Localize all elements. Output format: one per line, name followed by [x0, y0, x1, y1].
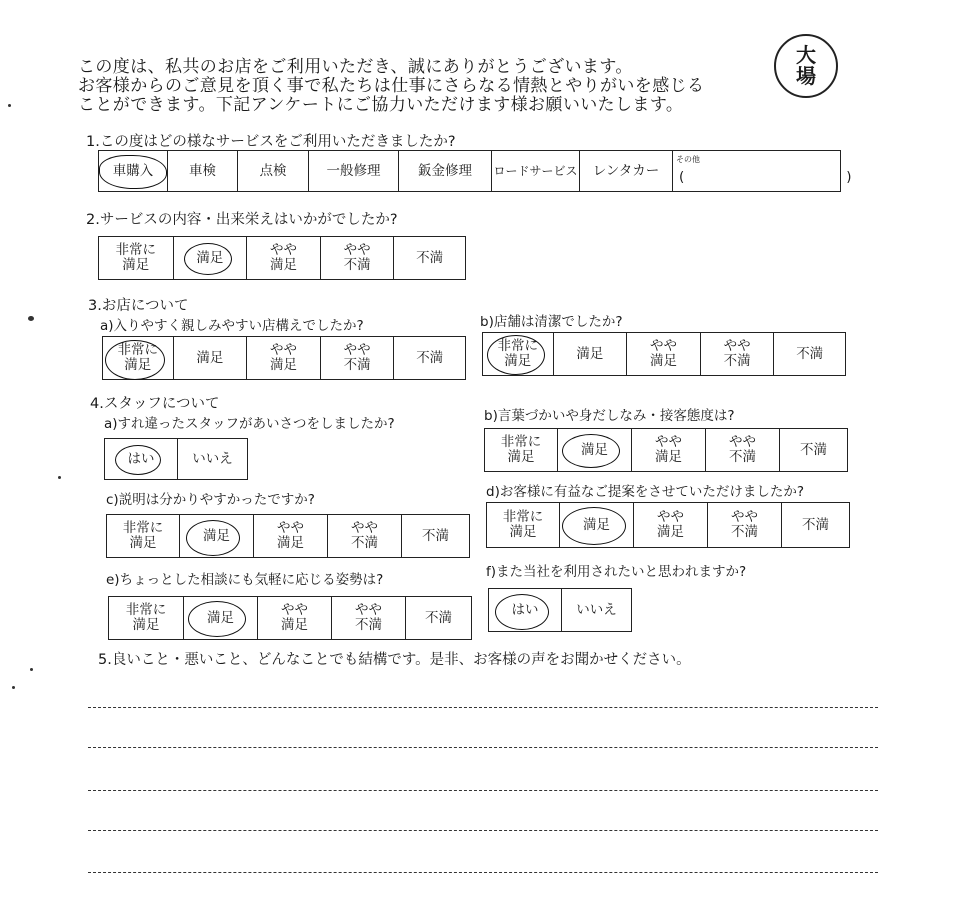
q2-option-4[interactable]: やや 不満 [320, 237, 394, 279]
q4c-option-5[interactable]: 不満 [401, 515, 469, 557]
q3a-option-4[interactable]: やや 不満 [320, 337, 394, 379]
comment-line-5[interactable] [88, 872, 878, 873]
scan-speck [28, 316, 34, 321]
comment-line-4[interactable] [88, 830, 878, 831]
q4d-option-1[interactable]: 非常に 満足 [502, 509, 544, 540]
q3-title: 3.お店について [88, 298, 189, 314]
q2-options-table [98, 236, 466, 280]
q5-title: 5.良いこと・悪いこと、どんなことでも結構です。是非、お客様の声をお聞かせください。 [98, 652, 691, 668]
q2-option-2[interactable]: 満足 [173, 237, 247, 279]
q4e-option-4[interactable]: やや 不満 [331, 597, 405, 639]
intro-line-1: この度は、私共のお店をご利用いただき、誠にありがとうございます。 [78, 57, 633, 77]
q3b-option-4[interactable]: やや 不満 [700, 333, 774, 375]
scan-speck [30, 668, 33, 671]
intro-line-3: ことができます。下記アンケートにご協力いただけます様お願いいたします。 [78, 95, 684, 115]
q4a-option-2[interactable]: いいえ [177, 439, 247, 479]
q1-option-7[interactable]: レンタカー [579, 151, 672, 191]
q4e-option-3[interactable]: やや 満足 [257, 597, 331, 639]
q4a-title: a)すれ違ったスタッフがあいさつをしましたか? [104, 416, 395, 432]
q3a-option-3[interactable]: やや 満足 [246, 337, 320, 379]
comment-line-1[interactable] [88, 707, 878, 708]
q3b-title: b)店舗は清潔でしたか? [480, 314, 623, 330]
q4f-option-1[interactable]: はい [489, 589, 561, 631]
q1-title: 1.この度はどの様なサービスをご利用いただきましたか? [86, 134, 456, 150]
q4e-option-2[interactable]: 満足 [183, 597, 257, 639]
q1-options-table [98, 150, 852, 192]
q1-option-6[interactable]: ロードサービス [491, 151, 579, 191]
q3a-option-1[interactable]: 非常に 満足 [103, 337, 173, 379]
q4b-option-2[interactable]: 満足 [557, 429, 631, 471]
q1-option-5[interactable]: 鈑金修理 [398, 151, 491, 191]
comment-line-2[interactable] [88, 747, 878, 748]
q1-option-2[interactable]: 車検 [167, 151, 237, 191]
comment-line-3[interactable] [88, 790, 878, 791]
q3a-options-table [102, 336, 466, 380]
q4c-option-4[interactable]: やや 不満 [327, 515, 401, 557]
q4b-title: b)言葉づかいや身だしなみ・接客態度は? [484, 408, 735, 424]
q4c-option-1[interactable]: 非常に 満足 [122, 520, 164, 551]
q4b-option-4[interactable]: やや 不満 [705, 429, 779, 471]
q1-option-other[interactable] [672, 151, 852, 191]
q4f-options-table [488, 588, 632, 632]
q4c-title: c)説明は分かりやすかったですか? [106, 492, 315, 508]
q4b-option-3[interactable]: やや 満足 [631, 429, 705, 471]
q4f-title: f)また当社を利用されたいと思われますか? [486, 564, 747, 580]
q4d-option-2[interactable]: 満足 [559, 503, 633, 547]
q3a-option-2[interactable]: 満足 [173, 337, 247, 379]
q1-option-4[interactable]: 一般修理 [308, 151, 398, 191]
q1-other-label: その他 [676, 155, 700, 164]
scan-speck [8, 104, 11, 107]
q4e-options-table [108, 596, 472, 640]
seal-stamp-bottom: 場 [796, 64, 816, 88]
q3b-option-2[interactable]: 満足 [553, 333, 627, 375]
q4c-option-2[interactable]: 満足 [179, 515, 253, 557]
intro-line-2: お客様からのご意見を頂く事で私たちは仕事にさらなる情熱とやりがいを感じる [78, 76, 705, 96]
q4c-options-table [106, 514, 470, 558]
q3b-option-5[interactable]: 不満 [773, 333, 845, 375]
q4a-options-table [104, 438, 248, 480]
q4d-option-3[interactable]: やや 満足 [633, 503, 707, 547]
intro-text [78, 58, 868, 115]
q4a-option-1[interactable]: はい [105, 439, 177, 479]
q4d-option-5[interactable]: 不満 [781, 503, 849, 547]
q2-option-3[interactable]: やや 満足 [246, 237, 320, 279]
q4b-option-1[interactable]: 非常に 満足 [500, 434, 542, 465]
q4b-option-5[interactable]: 不満 [779, 429, 847, 471]
q2-title: 2.サービスの内容・出来栄えはいかがでしたか? [86, 212, 398, 228]
q1-option-3[interactable]: 点検 [237, 151, 308, 191]
q4e-option-5[interactable]: 不満 [405, 597, 471, 639]
q4d-options-table [486, 502, 850, 548]
q3b-options-table [482, 332, 846, 376]
seal-stamp-top: 大 [796, 43, 816, 67]
q4f-option-2[interactable]: いいえ [561, 589, 631, 631]
q2-option-5[interactable]: 不満 [393, 237, 465, 279]
q3a-option-5[interactable]: 不満 [393, 337, 465, 379]
q4e-title: e)ちょっとした相談にも気軽に応じる姿勢は? [106, 572, 384, 588]
seal-stamp [774, 34, 838, 98]
scan-speck [58, 476, 61, 479]
q4d-title: d)お客様に有益なご提案をさせていただけましたか? [486, 484, 805, 500]
q4d-option-4[interactable]: やや 不満 [707, 503, 781, 547]
q2-option-1[interactable]: 非常に 満足 [115, 242, 157, 273]
q1-option-1[interactable]: 車購入 [99, 151, 167, 191]
q3b-option-1[interactable]: 非常に 満足 [483, 333, 553, 375]
q1-other-field[interactable]: ( ) [679, 168, 852, 185]
q3b-option-3[interactable]: やや 満足 [626, 333, 700, 375]
q4b-options-table [484, 428, 848, 472]
q4c-option-3[interactable]: やや 満足 [253, 515, 327, 557]
scan-speck [12, 686, 15, 689]
q3a-title: a)入りやすく親しみやすい店構えでしたか? [100, 318, 364, 334]
q4e-option-1[interactable]: 非常に 満足 [125, 602, 167, 633]
q4-title: 4.スタッフについて [90, 396, 220, 412]
